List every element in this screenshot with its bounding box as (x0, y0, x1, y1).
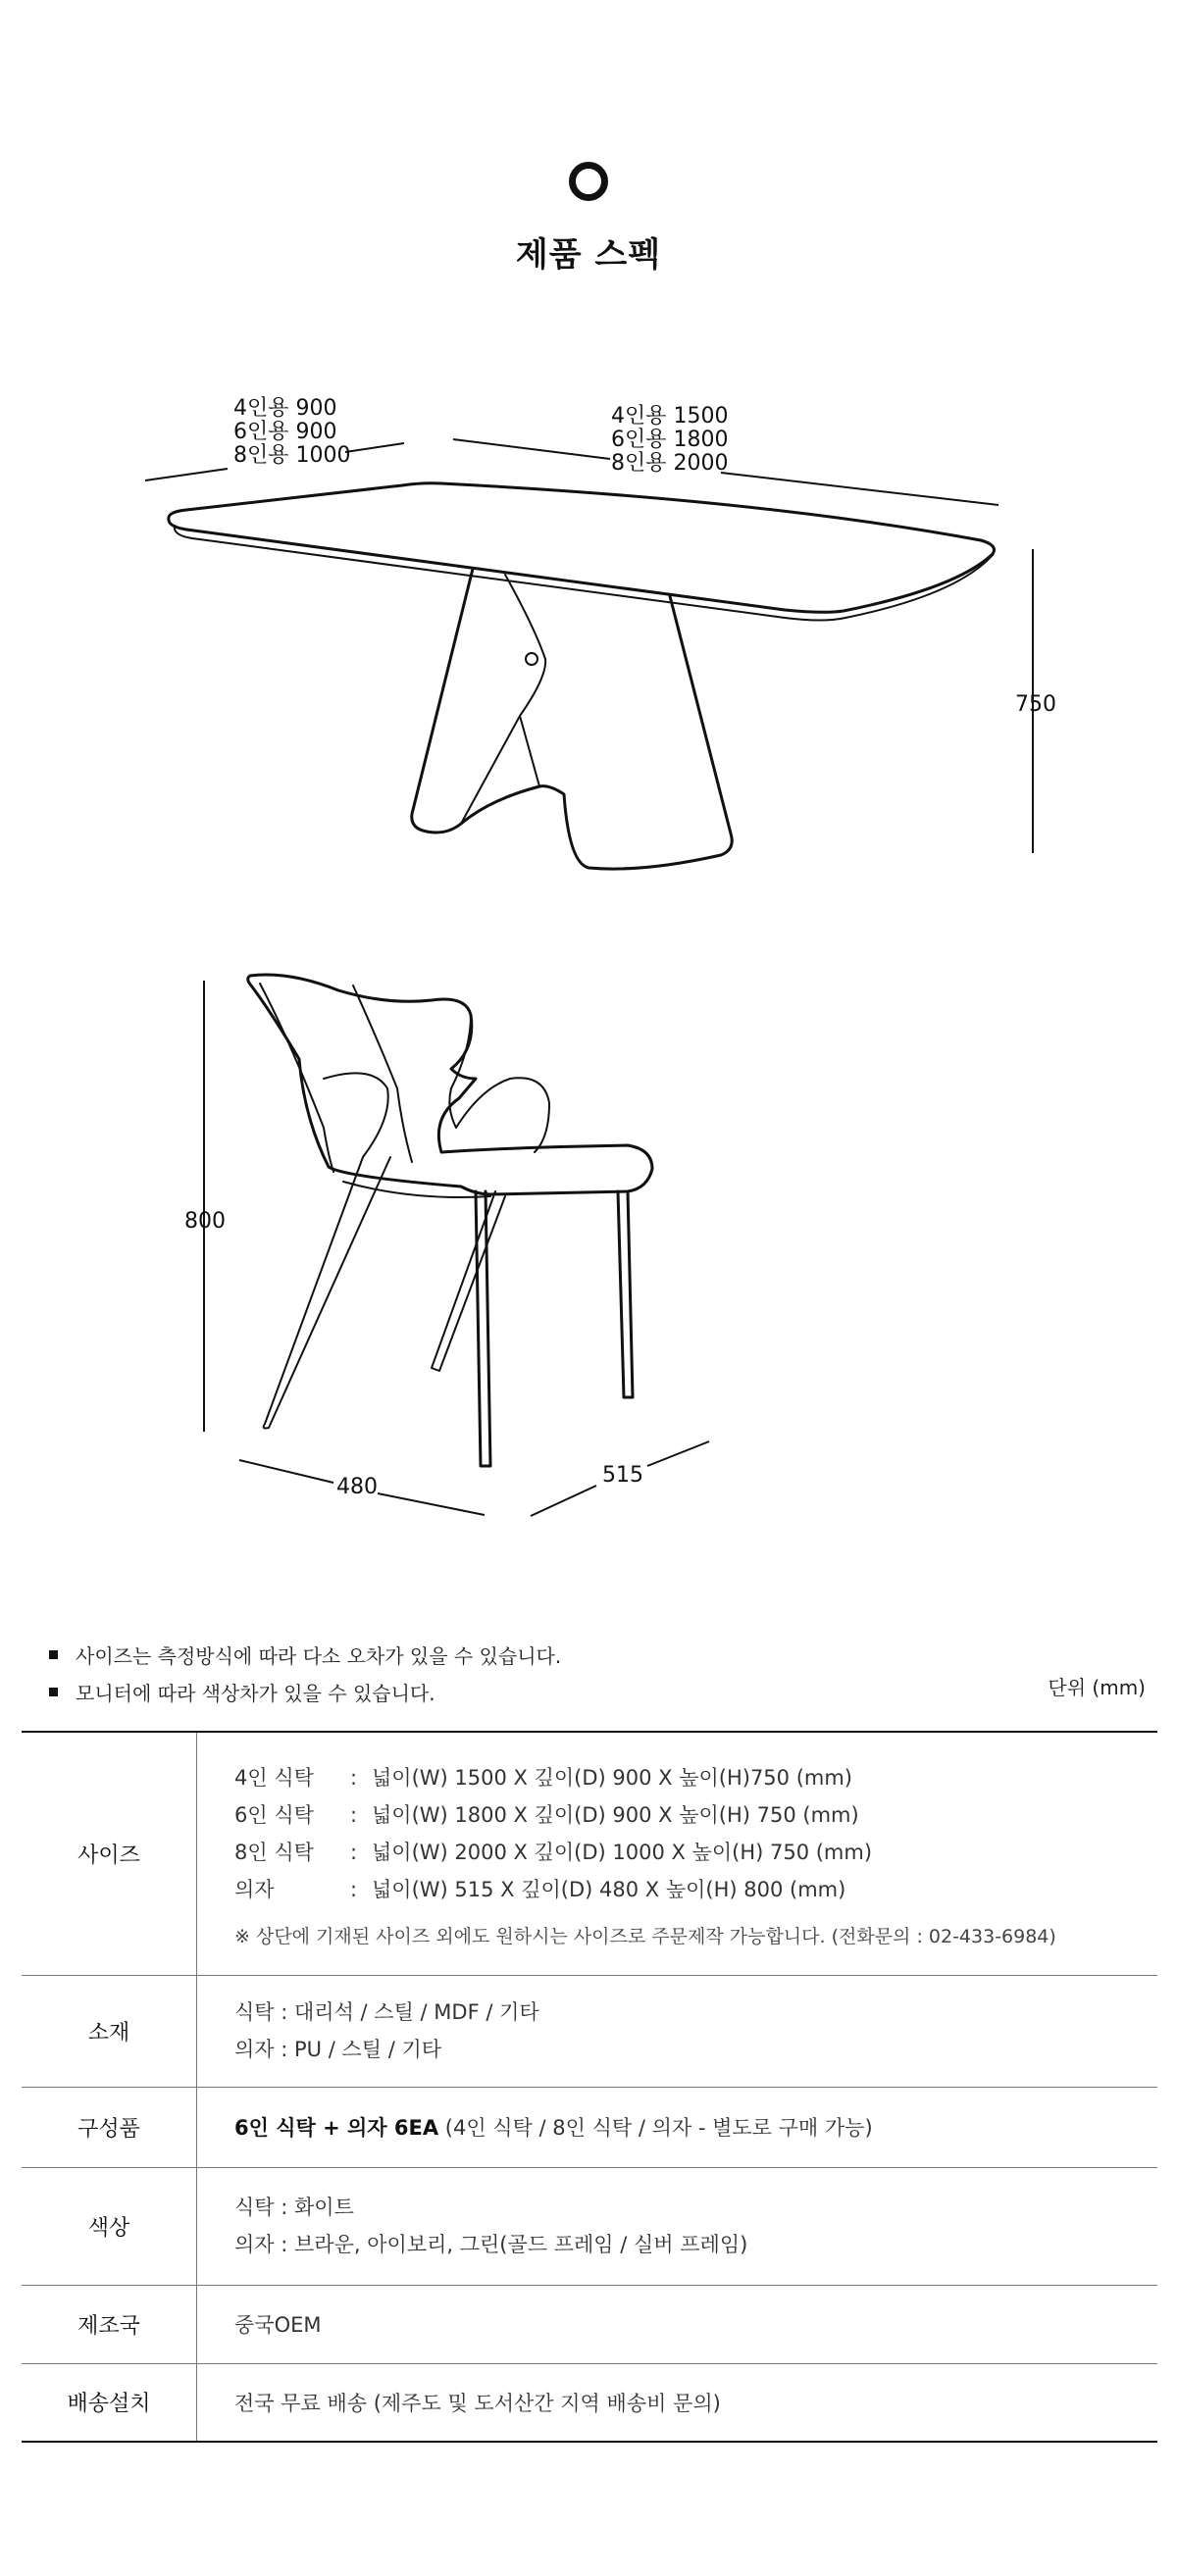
spec-value (197, 2087, 1158, 2167)
spec-label: 사이즈 (22, 1732, 197, 1975)
spec-label: 색상 (22, 2167, 197, 2285)
spec-label: 소재 (22, 1975, 197, 2087)
spec-table (22, 1731, 1157, 2443)
table-width-label (611, 405, 728, 476)
spec-label: 구성품 (22, 2087, 197, 2167)
chair-width-label: 480 (336, 1475, 378, 1499)
chair-drawing (248, 975, 652, 1466)
chair-dimension-lines (204, 981, 709, 1516)
spec-value: 전국 무료 배송 (제주도 및 도서산간 지역 배송비 문의) (234, 2391, 721, 2415)
size-line: 의자 : 넓이(W) 515 X 깊이(D) 480 X 높이(H) 800 (mm) (234, 1877, 846, 1901)
notice-item: 사이즈는 측정방식에 따라 다소 오차가 있을 수 있습니다. (49, 1636, 561, 1673)
chair-depth-label: 515 (602, 1463, 643, 1488)
table-depth-label (233, 397, 350, 468)
size-line: 4인 식탁 : 넓이(W) 1500 X 깊이(D) 900 X 높이(H)750 (mm) (234, 1765, 853, 1790)
spec-row-color (22, 2167, 1157, 2285)
table-depth-6: 6인용 900 (233, 420, 337, 444)
spec-value: 식탁 : 대리석 / 스틸 / MDF / 기타 의자 : PU / 스틸 / 기타 (197, 1975, 1158, 2087)
spec-label: 제조국 (22, 2285, 197, 2363)
table-depth-4: 4인용 900 (233, 396, 337, 421)
spec-row-material (22, 1975, 1157, 2087)
spec-row-components (22, 2087, 1157, 2167)
size-line: 8인 식탁 : 넓이(W) 2000 X 깊이(D) 1000 X 높이(H) 750 (mm) (234, 1840, 873, 1864)
table-height-label: 750 (1015, 692, 1056, 717)
bullet-icon (49, 1688, 58, 1696)
spec-row-size (22, 1732, 1157, 1975)
notice-list (49, 1636, 561, 1710)
size-line: 6인 식탁 : 넓이(W) 1800 X 깊이(D) 900 X 높이(H) 750 (mm) (234, 1802, 859, 1827)
spec-value (197, 1732, 1158, 1975)
spec-row-origin (22, 2285, 1157, 2363)
bullet-icon (49, 1650, 58, 1659)
spec-row-delivery (22, 2363, 1157, 2442)
section-title: 제품 스펙 (515, 235, 662, 275)
notice-item: 모니터에 따라 색상차가 있을 수 있습니다. (49, 1673, 561, 1710)
table-width-6: 6인용 1800 (611, 428, 729, 452)
table-width-4: 4인용 1500 (611, 404, 729, 429)
spec-value: 중국OEM (197, 2285, 1158, 2363)
components-extra: (4인 식탁 / 8인 식탁 / 의자 - 별도로 구매 가능) (444, 2116, 873, 2140)
components-main: 6인 식탁 + 의자 6EA (234, 2116, 439, 2140)
table-drawing (169, 483, 995, 869)
table-depth-8: 8인용 1000 (233, 443, 351, 468)
chair-height-label: 800 (184, 1209, 226, 1234)
spec-label: 배송설치 (22, 2363, 197, 2442)
custom-size-note: ※ 상단에 기재된 사이즈 외에도 원하시는 사이즈로 주문제작 가능합니다. (전화문의 : 02-433-6984) (234, 1925, 1056, 1947)
table-width-8: 8인용 2000 (611, 451, 729, 476)
table-dimension-lines (145, 439, 1033, 853)
unit-label: 단위 (mm) (1048, 1676, 1146, 1699)
spec-value: 식탁 : 화이트 의자 : 브라운, 아이보리, 그린(골드 프레임 / 실버 프레임) (197, 2167, 1158, 2285)
